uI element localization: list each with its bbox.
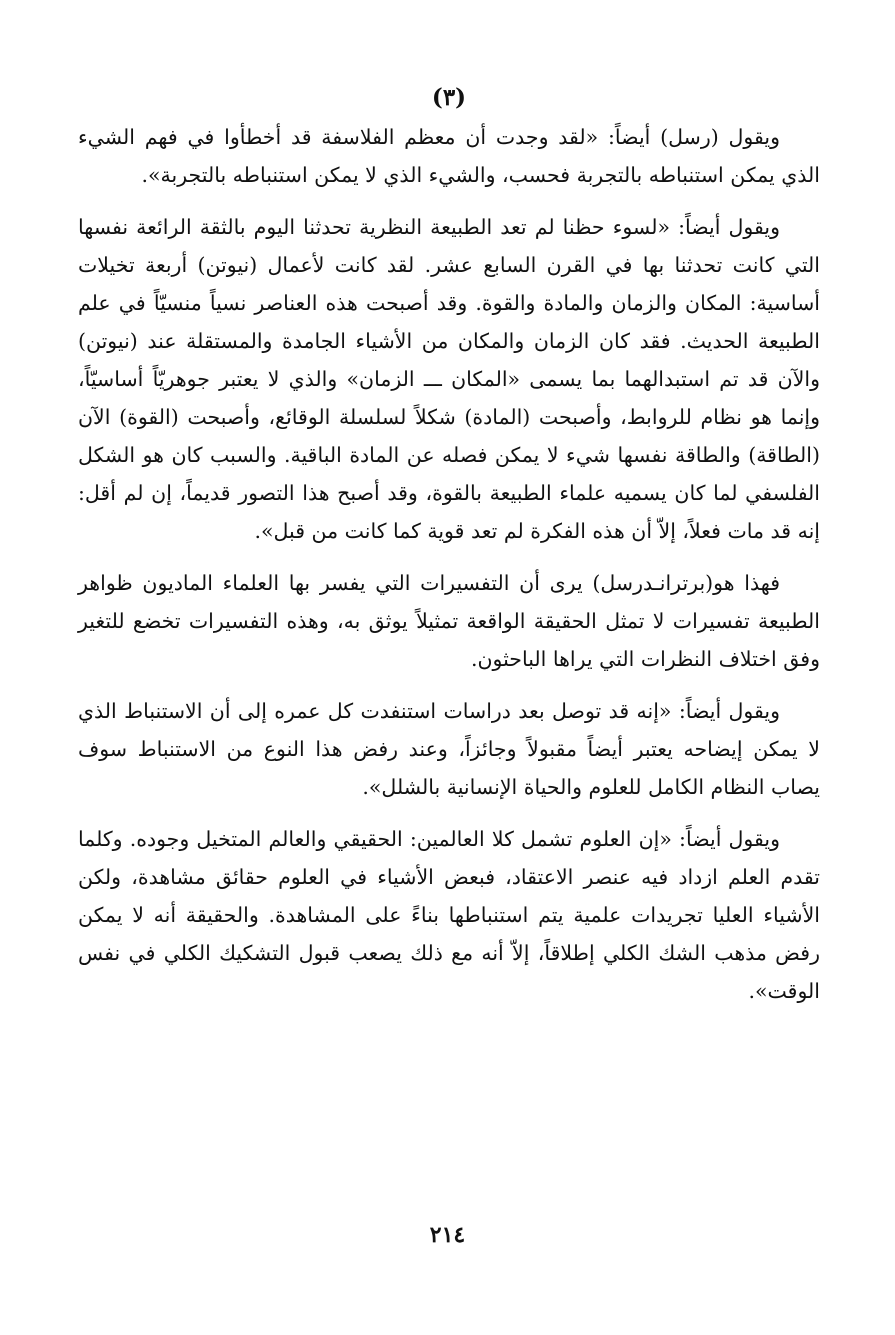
paragraph-russell-quote-4: ويقول أيضاً: «إن العلوم تشمل كلا العالمين: الحقيقي والعالم المتخيل وجوده. وكلما تقدم العلم ازداد فيه عنصر الاعتقاد، فبعض الأشياء في العلوم حقائق مشاهدة، ولكن الأشياء العليا تجريدات علمية يتم استنباطها بناءً على المشاهدة. والحقيقة أنه لا يمكن رفض مذهب الشك الكلي إطلاقاً، إلاّ أنه مع ذلك يصعب قبول التشكيك الكلي في نفس الوقت». <box>78 827 820 1003</box>
page-number: ٢١٤ <box>429 1222 466 1248</box>
paragraph-russell-quote-3: ويقول أيضاً: «إنه قد توصل بعد دراسات استنفدت كل عمره إلى أن الاستنباط الذي لا يمكن إيضاحه يعتبر أيضاً مقبولاً وجائزاً، وعند رفض هذا النوع من الاستنباط سوف يصاب النظام الكامل للعلوم والحياة الإنسانية بالشلل». <box>78 699 820 799</box>
page-body <box>78 82 820 1024</box>
paragraph-russell-quote-2: ويقول أيضاً: «لسوء حظنا لم تعد الطبيعة النظرية تحدثنا اليوم بالثقة الرائعة نفسها التي كانت تحدثنا بها في القرن السابع عشر. لقد كانت لأعمال (نيوتن) أربعة تخيلات أساسية: المكان والزمان والمادة والقوة. وقد أصبحت هذه العناصر نسياً منسيّاً في علم الطبيعة الحديث. فقد كان الزمان والمكان من الأشياء الجامدة والمستقلة عند (نيوتن) والآن قد تم استبدالهما بما يسمى «المكان ـــ الزمان» والذي لا يعتبر جوهريّاً أساسيّاً، وإنما هو نظام للروابط، وأصبحت (المادة) شكلاً لسلسلة الوقائع، وأصبحت (القوة) الآن (الطاقة) والطاقة نفسها شيء لا يمكن فصله عن المادة الباقية. والسبب كان هو الشكل الفلسفي لما كان يسميه علماء الطبيعة بالقوة، وقد أصبح هذا التصور قديماً، إن لم أقل: إنه قد مات فعلاً، إلاّ أن هذه الفكرة لم تعد قوية كما كانت من قبل». <box>78 215 820 543</box>
section-number: (٣) <box>431 84 467 111</box>
paragraph-commentary: فهذا هو(برترانـدرسل) يرى أن التفسيرات التي يفسر بها العلماء الماديون ظواهر الطبيعة تفسيرات لا تمثل الحقيقة الواقعة تمثيلاً يوثق به، وهذه التفسيرات تخضع للتغير وفق اختلاف النظرات التي يراها الباحثون. <box>78 571 820 671</box>
paragraph-russell-quote-1: ويقول (رسل) أيضاً: «لقد وجدت أن معظم الفلاسفة قد أخطأوا في فهم الشيء الذي يمكن استنباطه بالتجربة فحسب، والشيء الذي لا يمكن استنباطه بالتجربة». <box>78 125 820 187</box>
